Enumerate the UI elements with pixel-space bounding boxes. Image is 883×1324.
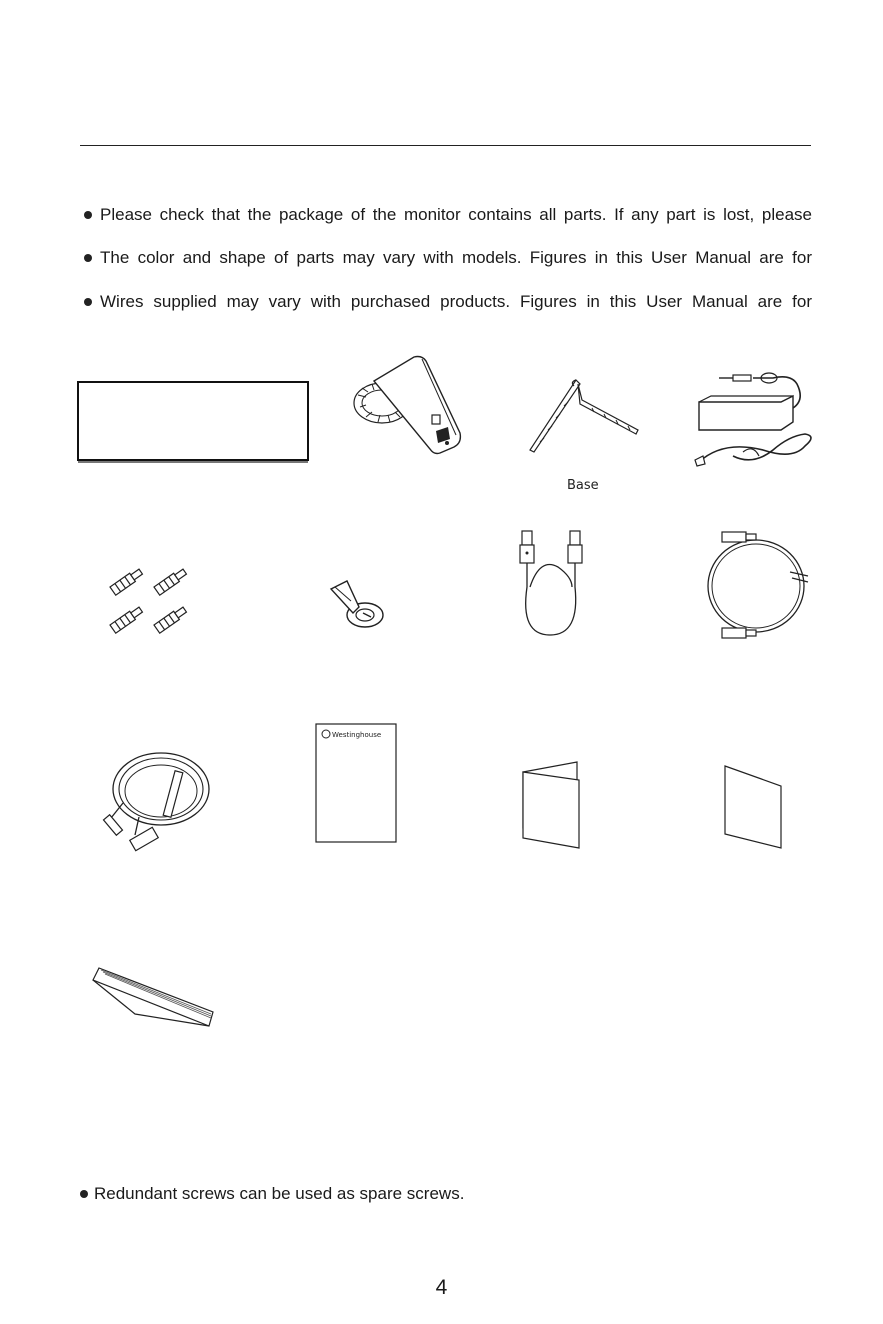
hdmi-cable-icon <box>704 528 816 640</box>
footnote-text: Redundant screws can be used as spare screws. <box>94 1184 465 1203</box>
bullet-icon <box>80 1190 88 1198</box>
cleaning-cloth-icon <box>91 966 217 1030</box>
folded-leaflet-icon <box>519 758 583 850</box>
usb-cable-icon <box>500 527 590 639</box>
warranty-card-icon <box>723 764 785 850</box>
usb-a-to-c-cable-icon <box>95 743 215 855</box>
base-caption: Base <box>567 478 599 493</box>
user-manual-icon <box>315 723 399 845</box>
bullet-icon <box>84 211 92 219</box>
base-icon <box>530 378 640 458</box>
power-adapter-icon <box>693 370 818 470</box>
screws-icon <box>108 563 194 635</box>
bullet-icon <box>84 254 92 262</box>
footnote-spare-screws <box>80 1184 464 1204</box>
monitor-placeholder-frame <box>77 381 309 461</box>
note-text: The color and shape of parts may vary with models. Figures in this User Manual are for <box>100 248 812 267</box>
page-number: 4 <box>435 1276 448 1299</box>
manual-brand-text: Westinghouse <box>332 731 382 739</box>
note-wires <box>84 292 812 312</box>
note-text: Please check that the package of the monitor contains all parts. If any part is lost, please <box>100 205 812 224</box>
note-text: Wires supplied may vary with purchased products. Figures in this User Manual are for <box>100 292 812 311</box>
note-color-shape <box>84 248 812 268</box>
thumb-screw-icon <box>329 577 385 633</box>
bullet-icon <box>84 298 92 306</box>
header-rule <box>80 145 811 146</box>
stand-column-icon <box>352 355 464 459</box>
note-package-check <box>84 205 812 225</box>
